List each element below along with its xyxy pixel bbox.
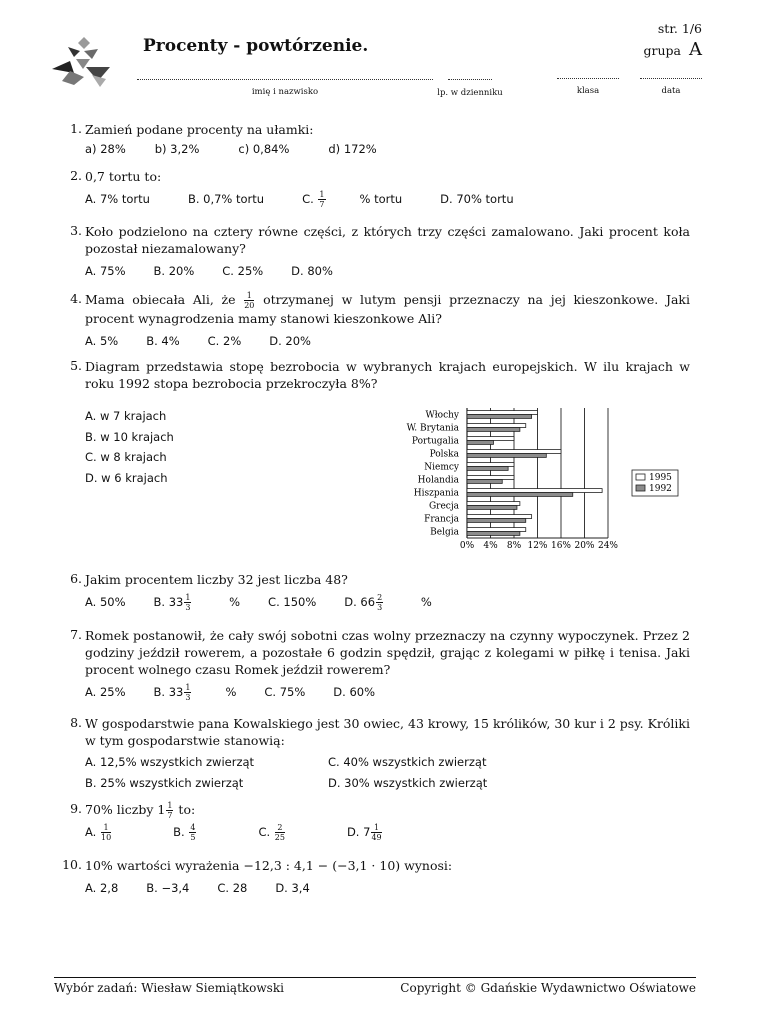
category-label: Holandia xyxy=(417,475,459,486)
name-field-label: imię i nazwisko xyxy=(251,87,319,97)
fraction: $\frac{1}{3}$ xyxy=(185,593,191,612)
option-b[interactable]: B. 33 $\frac{1}{3}$ % xyxy=(153,683,237,702)
option-a[interactable]: A. 50% xyxy=(85,595,126,609)
option-c[interactable]: C. $\frac{1}{7}$ % tortu xyxy=(302,190,403,209)
page-number: str. 1/6 xyxy=(657,21,702,36)
x-tick-label: 20% xyxy=(574,541,595,551)
group-label: grupa xyxy=(643,43,681,58)
question-number: 7. xyxy=(70,627,82,642)
x-tick-label: 16% xyxy=(550,541,572,551)
bar-1995 xyxy=(467,502,520,506)
bar-1992 xyxy=(467,519,526,523)
legend-label: 1992 xyxy=(649,484,672,494)
date-field-label: data xyxy=(661,86,681,96)
category-label: Włochy xyxy=(425,410,459,421)
question-10 xyxy=(60,857,690,897)
number-field-label: lp. w dzienniku xyxy=(437,88,503,98)
option-c[interactable]: C. 40% wszystkich zwierząt xyxy=(328,755,487,769)
option-c[interactable]: C. 150% xyxy=(268,595,317,609)
option-a[interactable]: A. w 7 krajach xyxy=(85,409,167,423)
footer-divider xyxy=(54,977,696,978)
question-number: 6. xyxy=(70,571,82,586)
question-1 xyxy=(60,121,690,158)
bar-1992 xyxy=(467,454,546,458)
option-c[interactable]: c) 0,84% xyxy=(238,142,290,156)
footer-copyright: Copyright © Gdańskie Wydawnictwo Oświatowe xyxy=(400,981,696,995)
bar-1995 xyxy=(467,424,526,428)
question-number: 3. xyxy=(70,223,82,238)
option-d[interactable]: d) 172% xyxy=(328,142,377,156)
group-indicator xyxy=(644,39,702,60)
bar-1992 xyxy=(467,441,493,445)
bar-1992 xyxy=(467,506,517,510)
question-number: 5. xyxy=(70,358,82,373)
option-b[interactable]: B. 20% xyxy=(153,264,195,278)
question-text: Zamień podane procenty na ułamki: xyxy=(85,122,314,137)
question-number: 4. xyxy=(70,291,82,306)
question-number: 9. xyxy=(70,801,82,816)
option-a[interactable]: A. 5% xyxy=(85,334,119,348)
legend-label: 1995 xyxy=(649,473,672,483)
option-a[interactable]: A. 2,8 xyxy=(85,881,119,895)
question-number: 1. xyxy=(70,121,82,136)
bar-1992 xyxy=(467,532,520,536)
question-text: Koło podzielono na cztery równe części, z których trzy części zamalowano. Jaki procent koła pozostał niezamalowany? xyxy=(85,224,690,256)
question-text: 10% wartości wyrażenia −12,3 : 4,1 − (−3,1 · 10) wynosi: xyxy=(85,858,453,873)
question-text: 0,7 tortu to: xyxy=(85,169,162,184)
fraction: $\frac{2}{3}$ xyxy=(377,593,383,612)
category-label: Portugalia xyxy=(411,436,459,447)
question-number: 8. xyxy=(70,715,82,730)
question-9 xyxy=(60,801,690,842)
bar-1995 xyxy=(467,437,514,441)
option-c[interactable]: C. w 8 krajach xyxy=(85,450,167,464)
category-label: W. Brytania xyxy=(406,423,459,434)
option-a[interactable]: a) 28% xyxy=(85,142,126,156)
question-8 xyxy=(60,715,690,794)
bar-1995 xyxy=(467,450,561,454)
bar-1995 xyxy=(467,515,532,519)
bar-1992 xyxy=(467,480,502,484)
footer-author: Wybór zadań: Wiesław Siemiątkowski xyxy=(54,981,284,995)
category-label: Polska xyxy=(429,449,459,460)
question-text: Mama obiecała Ali, że $\frac{1}{20}$ otrzymanej w lutym pensji przeznaczy na jej kieszonkowe. Jaki procent wynagrodzenia mamy stanowi kieszonkowe Ali? xyxy=(85,291,690,326)
bar-1995 xyxy=(467,463,514,467)
option-c[interactable]: C. 28 xyxy=(217,881,248,895)
category-label: Grecja xyxy=(428,501,459,512)
option-d[interactable]: D. 80% xyxy=(291,264,333,278)
option-b[interactable]: B. w 10 krajach xyxy=(85,429,174,444)
date-field-line[interactable] xyxy=(640,78,702,79)
question-text: Romek postanowił, że cały swój sobotni czas wolny przeznaczy na czynny wypoczynek. Przez 2 godziny jeździł rowerem, a pozostałe 6 godzin spędził, grając z kolegami w piłkę i tenisa. Jaki procent wolnego czasu Romek jeździł rowerem? xyxy=(85,628,690,677)
question-7 xyxy=(60,627,690,702)
bar-1992 xyxy=(467,493,573,497)
question-text: W gospodarstwie pana Kowalskiego jest 30 owiec, 43 krowy, 15 królików, 30 kur i 2 psy. Króliki w tym gospodarstwie stanowią: xyxy=(85,716,690,748)
publisher-logo xyxy=(48,33,116,87)
fraction: $\frac{1}{10}$ xyxy=(100,823,112,842)
class-field-label: klasa xyxy=(576,86,600,96)
question-text: Diagram przedstawia stopę bezrobocia w wybranych krajach europejskich. W ilu krajach w roku 1992 stopa bezrobocia przekroczyła 8%? xyxy=(85,359,690,391)
x-tick-label: 24% xyxy=(597,541,619,551)
option-d[interactable]: D. 66 $\frac{2}{3}$ % xyxy=(344,593,432,612)
option-c[interactable]: C. 2% xyxy=(207,334,242,348)
x-tick-label: 8% xyxy=(506,541,522,551)
category-label: Belgia xyxy=(430,527,459,538)
option-b[interactable]: B. 33 $\frac{1}{3}$ % xyxy=(153,593,241,612)
question-number: 2. xyxy=(70,168,82,183)
group-value: A xyxy=(689,39,702,60)
option-d[interactable]: D. 7 $\frac{1}{49}$ xyxy=(346,823,382,842)
bar-1995 xyxy=(467,476,514,480)
option-d[interactable]: D. 3,4 xyxy=(275,881,310,895)
option-b[interactable]: B. $\frac{4}{5}$ xyxy=(173,823,196,842)
unemployment-bar-chart xyxy=(395,400,710,555)
option-c[interactable]: C. 75% xyxy=(264,685,306,699)
option-a[interactable]: A. 12,5% wszystkich zwierząt xyxy=(85,755,255,769)
legend-swatch xyxy=(636,485,645,491)
fraction: $\frac{1}{49}$ xyxy=(371,823,382,842)
option-d[interactable]: D. 60% xyxy=(333,685,376,699)
legend-swatch xyxy=(636,474,645,480)
question-2 xyxy=(60,168,690,209)
question-text: 70% liczby 1 $\frac{1}{7}$ to: xyxy=(85,801,196,820)
name-field-line[interactable] xyxy=(137,79,433,80)
bar-1992 xyxy=(467,415,532,419)
x-tick-label: 4% xyxy=(483,541,498,551)
category-label: Francja xyxy=(424,514,459,525)
option-b[interactable]: B. 4% xyxy=(146,334,180,348)
option-b[interactable]: B. 25% wszystkich zwierząt xyxy=(85,776,244,790)
fraction: $\frac{2}{25}$ xyxy=(274,823,285,842)
category-label: Niemcy xyxy=(424,462,459,473)
question-3 xyxy=(60,223,690,280)
option-d[interactable]: D. w 6 krajach xyxy=(85,470,168,485)
fraction: $\frac{1}{3}$ xyxy=(185,683,191,702)
option-a[interactable]: A. 7% tortu xyxy=(85,192,150,206)
option-c[interactable]: C. $\frac{2}{25}$ xyxy=(258,823,285,842)
bar-1995 xyxy=(467,411,538,415)
question-number: 10. xyxy=(62,857,82,872)
number-field-line[interactable] xyxy=(448,79,492,80)
question-6 xyxy=(60,571,690,612)
option-d[interactable]: D. 70% tortu xyxy=(440,192,514,206)
option-d[interactable]: D. 20% xyxy=(269,334,311,348)
option-b[interactable]: b) 3,2% xyxy=(154,142,200,156)
fraction: $\frac{1}{7}$ xyxy=(319,190,325,209)
question-text: Jakim procentem liczby 32 jest liczba 48? xyxy=(85,572,348,587)
fraction: $\frac{1}{20}$ xyxy=(244,291,255,310)
question-4 xyxy=(60,291,690,350)
class-field-line[interactable] xyxy=(557,78,619,79)
category-label: Hiszpania xyxy=(413,488,459,499)
option-a[interactable]: A. 75% xyxy=(85,264,126,278)
x-tick-label: 0% xyxy=(459,541,475,551)
bar-1995 xyxy=(467,489,602,493)
page-title: Procenty - powtórzenie. xyxy=(143,36,369,56)
fraction: $\frac{4}{5}$ xyxy=(190,823,196,842)
option-a[interactable]: A. $\frac{1}{10}$ xyxy=(85,823,112,842)
option-d[interactable]: D. 30% wszystkich zwierząt xyxy=(328,776,488,790)
bar-1992 xyxy=(467,428,520,432)
bar-1992 xyxy=(467,467,508,471)
fraction: $\frac{1}{7}$ xyxy=(167,801,173,820)
bar-1995 xyxy=(467,528,526,532)
option-b[interactable]: B. 0,7% tortu xyxy=(187,192,265,206)
option-b[interactable]: B. −3,4 xyxy=(146,881,190,895)
option-a[interactable]: A. 25% xyxy=(85,685,126,699)
option-c[interactable]: C. 25% xyxy=(222,264,264,278)
x-tick-label: 12% xyxy=(527,541,548,551)
